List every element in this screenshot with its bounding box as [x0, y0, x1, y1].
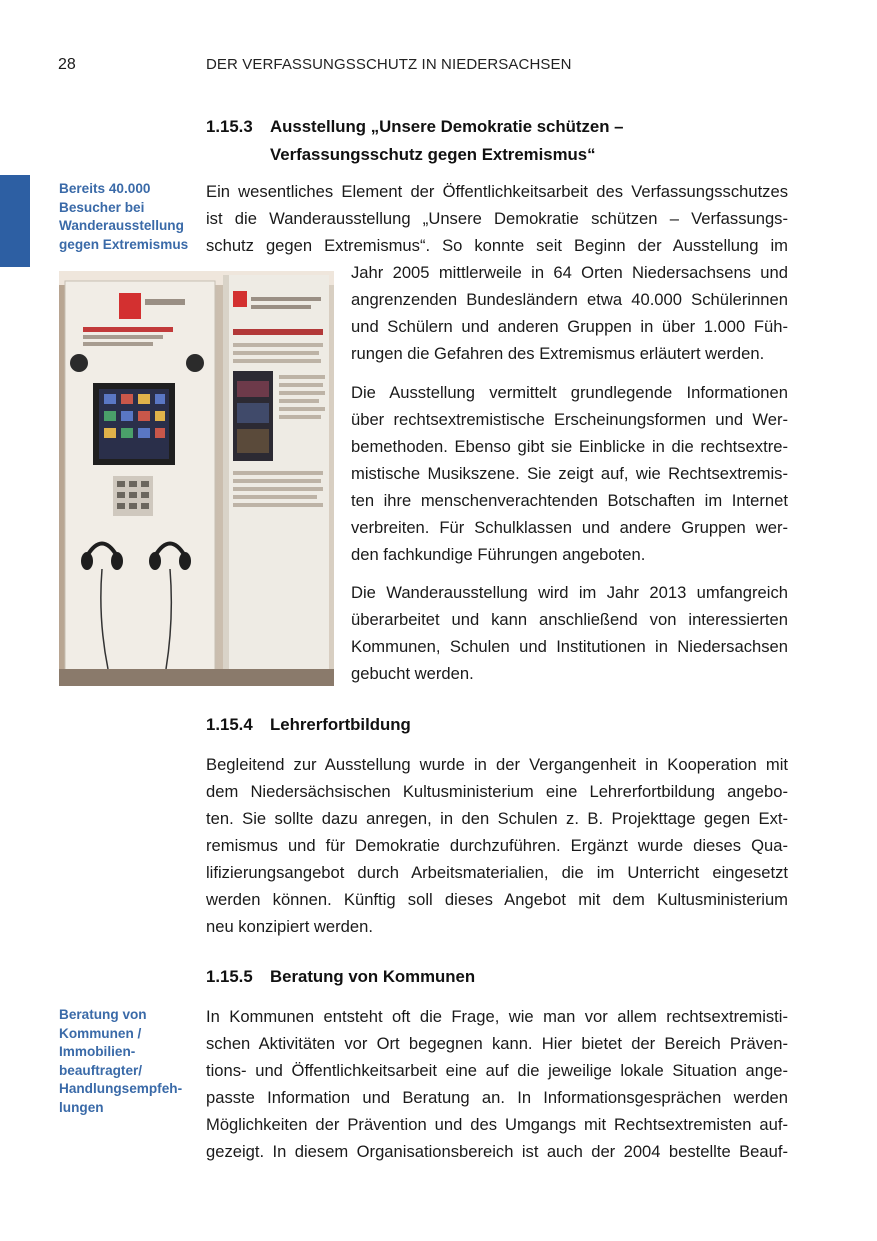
- text-line: angrenzenden Bundesländern etwa 40.000 Schülerinnen: [351, 290, 788, 309]
- text-line: Ein wesentliches Element der Öffentlichkeitsarbeit des Verfassungsschutzes: [206, 182, 788, 201]
- margin-note-line: Immobilien-: [59, 1044, 136, 1059]
- text-line: Die Wanderausstellung wird im Jahr 2013 umfangreich: [351, 583, 788, 602]
- margin-note-line: gegen Extremismus: [59, 236, 189, 252]
- text-line: ten. Sie sollte dazu anregen, in den Schulen z. B. Projekttage gegen Ext-: [206, 809, 788, 828]
- paragraph-1153-content: [351, 379, 788, 568]
- text-line: Begleitend zur Ausstellung wurde in der Vergangenheit in Kooperation mit: [206, 755, 788, 774]
- paragraph-1155: [206, 1003, 788, 1165]
- margin-note-line: lungen: [59, 1099, 104, 1115]
- text-line: Die Ausstellung vermittelt grundlegende Informationen: [351, 383, 788, 402]
- text-line: remismus und für Demokratie durchzuführen. Ergänzt wurde dieses Qua-: [206, 836, 788, 855]
- text-line: ist die Wanderausstellung „Unsere Demokratie schützen – Verfassungs-: [206, 209, 788, 228]
- section-heading-1155: [206, 963, 786, 991]
- text-line: werden können. Künftig soll dieses Angebot mit dem Kultusministerium: [206, 890, 788, 909]
- text-line: tions- und Öffentlichkeitsarbeit eine auf die jeweilige lokale Situation ange-: [206, 1061, 788, 1080]
- text-line: In Kommunen entsteht oft die Frage, wie man vor allem rechtsextremisti-: [206, 1007, 788, 1026]
- section-number: 1.15.4: [206, 715, 253, 734]
- text-line: schen Aktivitäten vor Ort begegnen kann. Hier bietet der Bereich Präven-: [206, 1034, 788, 1053]
- paragraph-1153-intro-cont: [351, 259, 788, 367]
- text-line: über rechtsextremistische Erscheinungsformen und Wer-: [351, 410, 788, 429]
- text-line: dem Niedersächsischen Kultusministerium eine Lehrerfortbildung angebo-: [206, 782, 788, 801]
- margin-note-line: Kommunen /: [59, 1025, 142, 1041]
- text-line: überarbeitet und kann anschließend von interessierten: [351, 610, 788, 629]
- text-line: passte Information und Beratung an. In Informationsgesprächen werden: [206, 1088, 788, 1107]
- section-heading-1153: [206, 113, 806, 169]
- text-line: Kommunen, Schulen und Institutionen in Niedersachsen: [351, 637, 788, 656]
- exhibition-photo: [59, 271, 334, 686]
- margin-note-line: Beratung von: [59, 1007, 147, 1022]
- text-line: Möglichkeiten der Prävention und des Umgangs mit Rechtsextremisten auf-: [206, 1115, 788, 1134]
- text-line: und Schülern und anderen Gruppen in über 1.000 Füh-: [351, 317, 788, 336]
- running-header: DER VERFASSUNGSSCHUTZ IN NIEDERSACHSEN: [206, 56, 572, 73]
- margin-note-line: Besucher bei: [59, 199, 145, 215]
- text-line: mistische Musikszene. Sie zeigt auf, wie Rechtsextremis-: [351, 464, 788, 483]
- text-line: gezeigt. In diesem Organisationsbereich ist auch der 2004 bestellte Beauf-: [206, 1142, 788, 1161]
- section-title: Beratung von Kommunen: [270, 967, 476, 986]
- section-heading-1154: [206, 711, 786, 739]
- section-title-line2: Verfassungsschutz gegen Extremismus“: [270, 145, 596, 164]
- page-number: 28: [58, 56, 76, 73]
- section-number: 1.15.5: [206, 967, 253, 986]
- text-line: gebucht werden.: [351, 664, 474, 683]
- exhibition-photo-illustration: [59, 271, 334, 686]
- margin-note-consulting: [59, 1006, 182, 1117]
- margin-note-line: Wanderausstellung: [59, 218, 184, 233]
- paragraph-1153-revision: [351, 579, 788, 687]
- section-number: 1.15.3: [206, 117, 253, 136]
- section-title: Lehrerfortbildung: [270, 715, 411, 734]
- margin-note-visitors: [59, 180, 188, 254]
- text-line: neu konzipiert werden.: [206, 917, 373, 936]
- text-line: schutz gegen Extremismus“. So konnte seit Beginn der Ausstellung im: [206, 236, 788, 255]
- text-line: den fachkundige Führungen angeboten.: [351, 545, 646, 564]
- text-line: ten ihre menschenverachtenden Botschaften im Internet: [351, 491, 788, 510]
- text-line: bemethoden. Ebenso gibt sie Einblicke in die rechtsextre-: [351, 437, 788, 456]
- margin-note-line: beauftragter/: [59, 1062, 143, 1078]
- paragraph-1153-intro: [206, 178, 788, 259]
- text-line: Jahr 2005 mittlerweile in 64 Orten Niedersachsens und: [351, 263, 788, 282]
- margin-note-line: Handlungsempfeh-: [59, 1081, 183, 1096]
- text-line: rungen die Gefahren des Extremismus erläutert werden.: [351, 344, 765, 363]
- text-line: lifizierungsangebot durch Arbeitsmaterialien, die im Unterricht eingesetzt: [206, 863, 788, 882]
- chapter-tab-marker: [0, 175, 30, 267]
- margin-note-line: Bereits 40.000: [59, 181, 151, 196]
- paragraph-1154: [206, 751, 788, 940]
- section-title-line1: Ausstellung „Unsere Demokratie schützen –: [270, 117, 624, 136]
- text-line: verbreiten. Für Schulklassen und andere Gruppen wer-: [351, 518, 788, 537]
